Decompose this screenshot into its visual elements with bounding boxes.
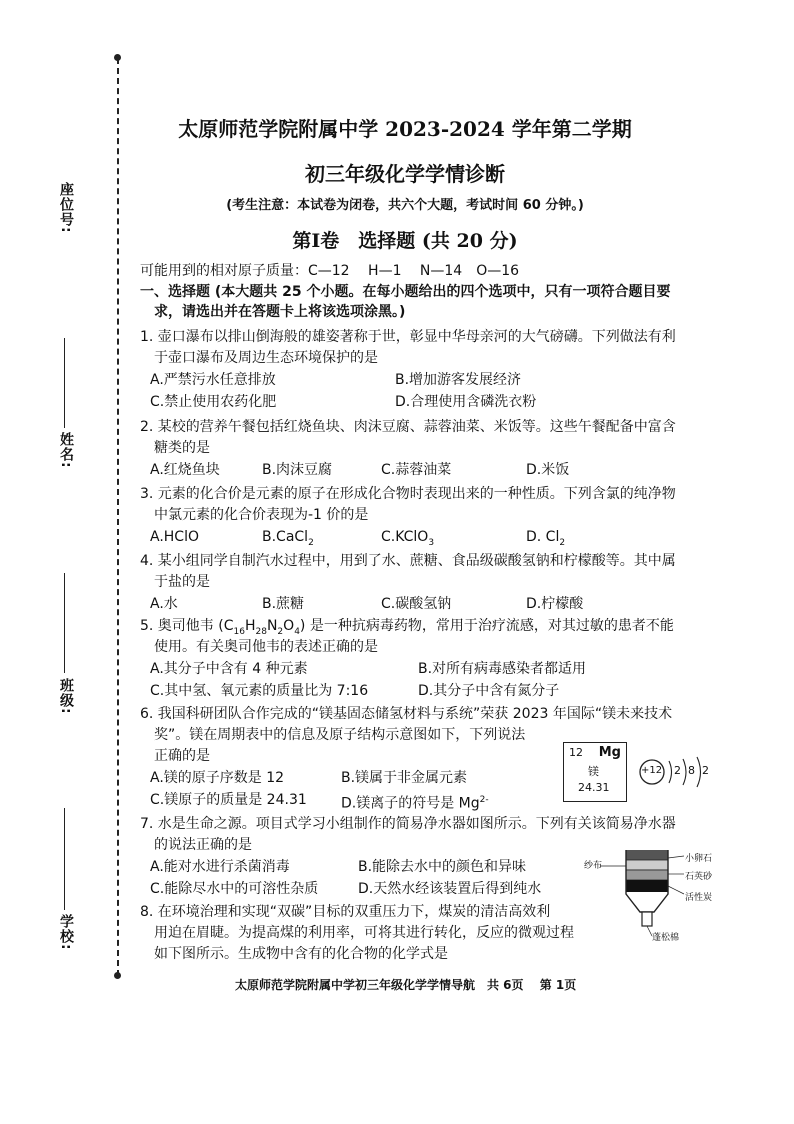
- q2-stem-line-1: 2. 某校的营养午餐包括红烧鱼块、肉沫豆腐、蒜蓉油菜、米饭等。这些午餐配备中富含: [140, 419, 676, 435]
- q8-stem-line-1: 8. 在环境治理和实现“双碳”目标的双重压力下，煤炭的清洁高效利: [140, 904, 551, 920]
- class-label: 班级:: [58, 678, 74, 715]
- q8-stem-line-3: 如下图所示。生成物中含有的化合物的化学式是: [154, 946, 448, 962]
- label-pebble: 小卵石: [685, 854, 713, 864]
- label-fluffy-cotton: 蓬松棉: [652, 933, 680, 943]
- q4-option-d: D.柠檬酸: [526, 596, 584, 612]
- binding-dashed-line: [117, 58, 119, 976]
- q4-option-b: B.蔗糖: [262, 596, 305, 612]
- q6-option-a: A.镁的原子序数是 12: [150, 770, 285, 786]
- label-gauze: 纱布: [584, 861, 603, 871]
- q1-option-b: B.增加游客发展经济: [395, 372, 522, 388]
- page-footer: 太原师范学院附属中学初三年级化学学情导航 共 6页 第 1页: [235, 978, 577, 992]
- q7-stem-line-1: 7. 水是生命之源。项目式学习小组制作的简易净水器如图所示。下列有关该简易净水器: [140, 816, 676, 832]
- school-label: 学校:: [58, 914, 74, 951]
- q7-option-a: A.能对水进行杀菌消毒: [150, 859, 290, 875]
- class-blank-line: [64, 573, 65, 673]
- magnesium-periodic-cell: [563, 742, 627, 802]
- q7-option-d: D.天然水经该装置后得到纯水: [358, 881, 542, 897]
- atomic-mass-line: 可能用到的相对原子质量：C—12 H—1 N—14 O—16: [140, 263, 520, 279]
- label-activated-carbon: 活性炭: [685, 893, 713, 903]
- q4-option-c: C.碳酸氢钠: [381, 596, 452, 612]
- exam-title: 太原师范学院附属中学 2023-2024 学年第二学期: [178, 117, 632, 141]
- q7-stem-line-2: 的说法正确的是: [154, 837, 252, 853]
- section-title: 第Ⅰ卷 选择题 (共 20 分): [292, 230, 518, 252]
- q1-stem-line-1: 1. 壶口瀑布以排山倒海般的雄姿著称于世，彰显中华母亲河的大气磅礴。下列做法有利: [140, 329, 676, 345]
- atom-nucleus: +12: [641, 765, 663, 776]
- exam-subtitle: 初三年级化学学情诊断: [305, 162, 505, 186]
- instructions-line-1: 一、选择题 (本大题共 25 个小题。在每小题给出的四个选项中，只有一项符合题目要: [140, 284, 671, 300]
- q3-stem-line-2: 中氯元素的化合价表现为-1 价的是: [154, 507, 369, 523]
- q3-stem-line-1: 3. 元素的化合价是元素的原子在形成化合物时表现出来的一种性质。下列含氯的纯净物: [140, 486, 676, 502]
- element-symbol: Mg: [598, 745, 621, 760]
- q6-option-b: B.镁属于非金属元素: [341, 770, 468, 786]
- q1-option-d: D.合理使用含磷洗衣粉: [395, 394, 537, 410]
- q5-stem-line-2: 使用。有关奥司他韦的表述正确的是: [154, 639, 378, 655]
- atom-shell-2: 8: [688, 764, 695, 777]
- school-blank-line: [64, 808, 65, 910]
- q8-stem-line-2: 用迫在眉睫。为提高煤的利用率，可将其进行转化，反应的微观过程: [154, 925, 574, 941]
- q6-stem-line-2: 奖”。镁在周期表中的信息及原子结构示意图如下，下列说法: [154, 727, 526, 743]
- q6-stem-line-1: 6. 我国科研团队合作完成的“镁基固态储氢材料与系统”荣获 2023 年国际“镁未来技术: [140, 706, 673, 722]
- q2-option-c: C.蒜蓉油菜: [381, 462, 452, 478]
- q6-option-d: D.镁离子的符号是 $Mg^{2-}$: [341, 795, 489, 812]
- q3-option-d: D. $Cl_2$: [526, 529, 566, 548]
- q2-option-a: A.红烧鱼块: [150, 462, 220, 478]
- q3-option-b: B.CaCl$_2$: [262, 529, 314, 548]
- q6-option-c: C.镁原子的质量是 24.31: [150, 792, 307, 808]
- q4-stem-line-1: 4. 某小组同学自制汽水过程中，用到了水、蔗糖、食品级碳酸氢钠和柠檬酸等。其中属: [140, 553, 676, 569]
- q2-option-d: D.米饭: [526, 462, 570, 478]
- q1-option-a: A.严禁污水任意排放: [150, 372, 276, 388]
- element-mass: 24.31: [578, 781, 610, 794]
- q3-option-a: A.HClO: [150, 529, 199, 545]
- q7-option-b: B.能除去水中的颜色和异味: [358, 859, 527, 875]
- q7-option-c: C.能除尽水中的可溶性杂质: [150, 881, 319, 897]
- q5-option-c: C.其中氢、氧元素的质量比为 7:16: [150, 683, 369, 699]
- q2-option-b: B.肉沫豆腐: [262, 462, 333, 478]
- q3-option-c: C.KClO$_3$: [381, 529, 435, 548]
- q2-stem-line-2: 糖类的是: [154, 440, 210, 456]
- name-blank-line: [64, 338, 65, 428]
- label-quartz-sand: 石英砂: [685, 872, 713, 882]
- q5-option-d: D.其分子中含有氮分子: [418, 683, 560, 699]
- q1-option-c: C.禁止使用农药化肥: [150, 394, 277, 410]
- atom-shell-3: 2: [702, 764, 709, 777]
- atom-shell-1: 2: [674, 764, 681, 777]
- q6-stem-line-3: 正确的是: [154, 748, 210, 764]
- name-label: 姓名:: [58, 432, 74, 469]
- q4-option-a: A.水: [150, 596, 178, 612]
- q4-stem-line-2: 于盐的是: [154, 574, 210, 590]
- binding-line-top-dot: [114, 54, 121, 61]
- instructions-line-2: 求，请选出并在答题卡上将该选项涂黑。): [154, 304, 406, 320]
- q5-option-a: A.其分子中含有 4 种元素: [150, 661, 308, 677]
- element-number: 12: [569, 746, 583, 759]
- q5-stem-line-1: 5. 奥司他韦 $(C_{16}H_{28}N_2O_4)$ 是一种抗病毒药物，常用于治疗流感，对其过敏的患者不能: [140, 618, 674, 637]
- element-name: 镁: [588, 765, 599, 778]
- q5-option-b: B.对所有病毒感染者都适用: [418, 661, 587, 677]
- binding-line-bottom-dot: [114, 972, 121, 979]
- seat-number-label: 座位号:: [58, 182, 74, 234]
- exam-notice: (考生注意：本试卷为闭卷，共六个大题，考试时间 60 分钟。): [226, 198, 584, 213]
- q1-stem-line-2: 于壶口瀑布及周边生态环境保护的是: [154, 350, 378, 366]
